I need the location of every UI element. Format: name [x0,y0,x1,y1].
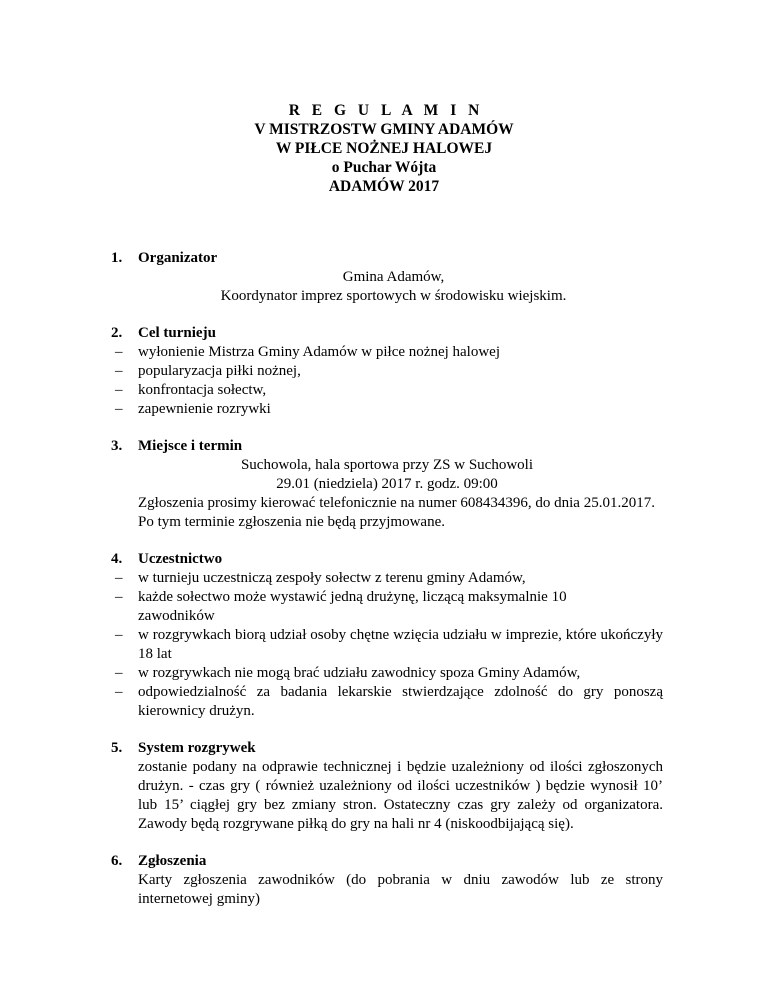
section-body [111,268,663,306]
section-organizer [111,249,663,306]
date-line: 29.01 (niedziela) 2017 r. godz. 09:00 [276,476,498,492]
title-regulamin: R E G U L A M I N [288,102,484,119]
list-item [111,588,663,626]
registration-info: Zgłoszenia prosimy kierować telefonicznie na numer 608434396, do dnia 25.01.2017. [138,495,655,511]
section-title: Organizator [138,250,218,266]
section-number: 2. [111,325,123,341]
section-heading [111,324,663,343]
section-title: Cel turnieju [138,325,216,341]
section-number: 5. [111,740,123,756]
registration-text: Karty zgłoszenia zawodników (do pobrania w dniu zawodów lub ze strony internetowej gminy) [138,872,663,907]
list-item-text: konfrontacja sołectw, [138,382,267,398]
dash-bullet: – [115,570,123,586]
section-heading [111,437,663,456]
venue-line: Suchowola, hala sportowa przy ZS w Suchowoli [240,457,534,473]
list-item-text: w turnieju uczestniczą zespoły sołectw z terenu gminy Adamów, [138,570,526,586]
section-competition-system [111,739,663,834]
section-body [111,456,663,532]
list-item [111,683,663,721]
regulations-sections [111,249,663,927]
section-title: System rozgrywek [138,740,256,756]
list-item-text: w rozgrywkach biorą udział osoby chętne wzięcia udziału w imprezie, które ukończyły 18 lat [138,627,663,662]
document-title [0,101,768,196]
participation-list [111,569,663,721]
section-number: 6. [111,853,123,869]
section-heading [111,550,663,569]
section-title: Miejsce i termin [138,438,243,454]
section-heading [111,249,663,268]
section-goal [111,324,663,419]
list-item-text: popularyzacja piłki nożnej, [138,363,301,379]
organizer-coordinator: Koordynator imprez sportowych w środowisku wiejskim. [220,288,567,304]
list-item [111,569,663,588]
organizer-name: Gmina Adamów, [342,269,445,285]
goal-list [111,343,663,419]
list-item [111,400,663,419]
dash-bullet: – [115,665,123,681]
list-item-text: w rozgrywkach nie mogą brać udziału zawodnicy spoza Gminy Adamów, [138,665,581,681]
section-place-date [111,437,663,532]
list-item [111,626,663,664]
dash-bullet: – [115,627,123,643]
list-item [111,664,663,683]
registration-deadline-note: Po tym terminie zgłoszenia nie będą przyjmowane. [138,514,445,530]
list-item [111,362,663,381]
dash-bullet: – [115,401,123,417]
dash-bullet: – [115,363,123,379]
dash-bullet: – [115,344,123,360]
title-place-year: ADAMÓW 2017 [328,178,440,195]
section-number: 4. [111,551,123,567]
list-item [111,343,663,362]
competition-system-text: zostanie podany na odprawie technicznej i będzie uzależniony od ilości zgłoszonych drużyn. - czas gry ( również uzależniony od ilości uczestników ) będzie wynosił 10’ lub 15’ ciągłej gry bez zmiany stron. Ostateczny czas gry zależy od organizatora. Zawody będą rozgrywane piłką do gry na hali nr 4 (niskoodbijającą się). [138,759,663,832]
section-heading [111,739,663,758]
list-item [111,381,663,400]
list-item-text: zapewnienie rozrywki [138,401,271,417]
dash-bullet: – [115,589,123,605]
section-registration [111,852,663,909]
list-item-text: odpowiedzialność za badania lekarskie stwierdzające zdolność do gry ponoszą kierownicy drużyn. [138,684,663,719]
dash-bullet: – [115,684,123,700]
title-event-name: V MISTRZOSTW GMINY ADAMÓW [254,121,514,138]
list-item-text: każde sołectwo może wystawić jedną drużynę, liczącą maksymalnie 10 zawodników [138,589,567,624]
title-discipline: W PIŁCE NOŻNEJ HALOWEJ [275,140,493,157]
title-trophy: o Puchar Wójta [331,159,437,176]
section-title: Zgłoszenia [138,853,207,869]
section-number: 3. [111,438,123,454]
section-title: Uczestnictwo [138,551,223,567]
section-participation [111,550,663,721]
dash-bullet: – [115,382,123,398]
section-number: 1. [111,250,123,266]
list-item-text: wyłonienie Mistrza Gminy Adamów w piłce nożnej halowej [138,344,500,360]
section-heading [111,852,663,871]
